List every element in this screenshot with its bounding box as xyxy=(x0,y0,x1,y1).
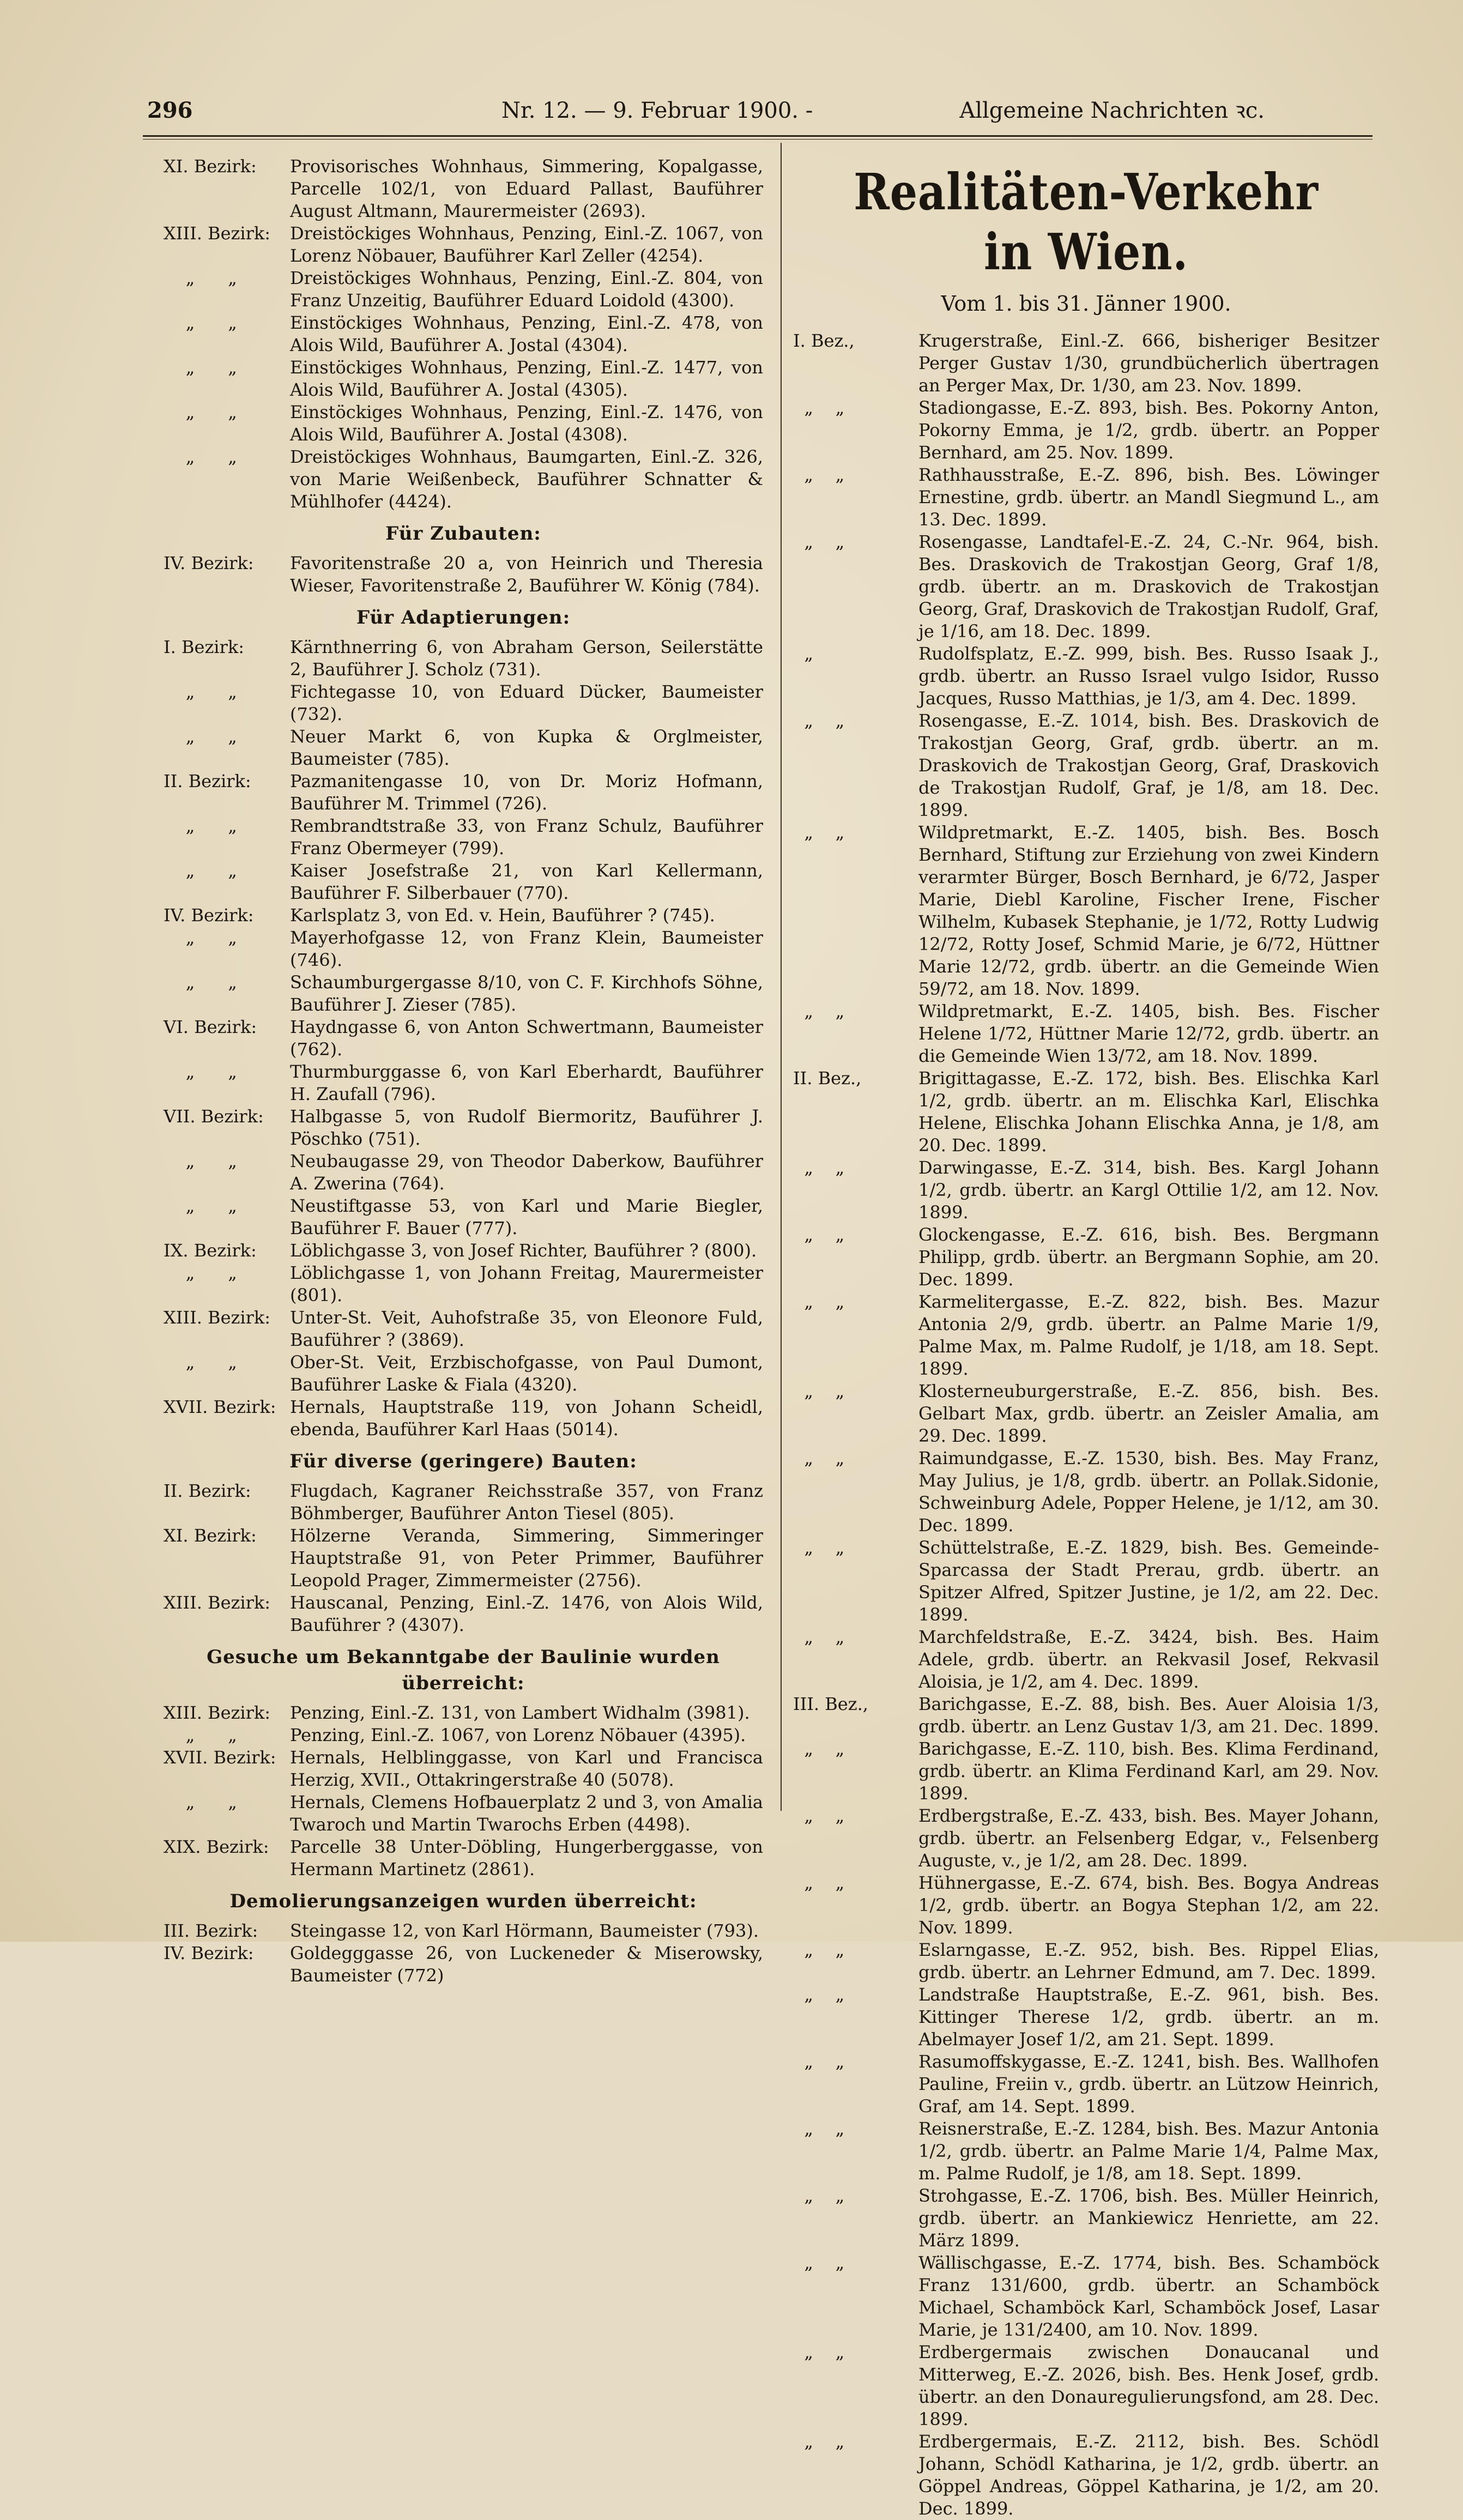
list-item xyxy=(793,1984,1379,2051)
district-label: I. Bez., xyxy=(793,330,855,351)
section-heading: Für Zubauten: xyxy=(385,523,541,545)
list-item xyxy=(793,1000,1379,1067)
list-item xyxy=(164,1307,763,1351)
list-item xyxy=(164,356,763,401)
section-heading: Gesuche um Bekanntgabe der Baulinie wurden überreicht: xyxy=(207,1646,720,1694)
entry-text: Brigittagasse, E.-Z. 172, bish. Bes. Elischka Karl 1/2, grdb. übertr. an m. Elischka Karl, Elischka Helene, Elischka Johann Elischka Anna, je 1/8, am 20. Dec. 1899. xyxy=(918,1068,1379,1156)
entry-text: Neustiftgasse 53, von Karl und Marie Biegler, Bauführer F. Bauer (777). xyxy=(290,1195,763,1238)
district-label: „ „ xyxy=(793,1291,845,1312)
section-heading: Demolierungsanzeigen wurden überreicht: xyxy=(229,1890,697,1912)
district-label: „ „ xyxy=(164,268,237,288)
entry-text: Flugdach, Kagraner Reichsstraße 357, von Franz Böhmberger, Bauführer Anton Tiesel (805). xyxy=(290,1480,763,1524)
list-item xyxy=(164,312,763,356)
district-label: „ „ xyxy=(793,710,845,731)
list-item xyxy=(793,1872,1379,1939)
district-label: „ „ xyxy=(164,726,237,747)
list-item xyxy=(793,464,1379,531)
entry-text: Pazmanitengasse 10, von Dr. Moriz Hofmann, Bauführer M. Trimmel (726). xyxy=(290,771,763,814)
district-label: „ xyxy=(793,643,813,664)
entry-text: Provisorisches Wohnhaus, Simmering, Kopalgasse, Parcelle 102/1, von Eduard Pallast, Bauführer August Altmann, Maurermeister (2693). xyxy=(290,156,763,221)
list-item xyxy=(164,401,763,446)
entry-text: Rathhausstraße, E.-Z. 896, bish. Bes. Löwinger Ernestine, grdb. übertr. an Mandl Siegmund L., am 13. Dec. 1899. xyxy=(918,464,1379,530)
list-item xyxy=(793,2118,1379,2185)
district-label: IV. Bezirk: xyxy=(164,1943,254,1963)
district-label: „ „ xyxy=(793,1738,845,1759)
entry-text: Barichgasse, E.-Z. 88, bish. Bes. Auer Aloisia 1/3, grdb. übertr. an Lenz Gustav 1/3, am 21. Dec. 1899. xyxy=(918,1694,1379,1737)
list-item xyxy=(164,1150,763,1195)
entry-text: Reisnerstraße, E.-Z. 1284, bish. Bes. Mazur Antonia 1/2, grdb. übertr. an Palme Marie 1/4, Palme Max, m. Palme Rudolf, je 1/8, am 18. Sept. 1899. xyxy=(918,2118,1379,2184)
district-label: III. Bezirk: xyxy=(164,1920,258,1941)
district-label: „ „ xyxy=(164,1061,237,1082)
entry-text: Dreistöckiges Wohnhaus, Baumgarten, Einl.-Z. 326, von Marie Weißenbeck, Bauführer Schnatter & Mühlhofer (4424). xyxy=(290,446,763,512)
entry-text: Ober-St. Veit, Erzbischofgasse, von Paul Dumont, Bauführer Laske & Fiala (4320). xyxy=(290,1352,763,1395)
entry-text: Barichgasse, E.-Z. 110, bish. Bes. Klima Ferdinand, grdb. übertr. an Klima Ferdinand Karl, am 29. Nov. 1899. xyxy=(918,1738,1379,1804)
list-item xyxy=(793,1291,1379,1380)
entry-text: Kaiser Josefstraße 21, von Karl Kellermann, Bauführer F. Silberbauer (770). xyxy=(290,860,763,903)
entry-text: Fichtegasse 10, von Eduard Dücker, Baumeister (732). xyxy=(290,681,763,724)
entry-text: Wildpretmarkt, E.-Z. 1405, bish. Bes. Bosch Bernhard, Stiftung zur Erziehung von zwei Kindern verarmter Bürger, Bosch Bernhard, je 6/72, Jasper Marie, Diebl Karoline, Fischer Irene, Fischer Wilhelm, Kubasek Stephanie, je 1/72, Rotty Ludwig 12/72, Rotty Josef, Schmid Marie, je 6/72, Hüttner Marie 12/72, grdb. übertr. an die Gemeinde Wien 59/72, am 18. Nov. 1899. xyxy=(918,822,1379,999)
list-item xyxy=(793,1157,1379,1224)
district-label: XIII. Bezirk: xyxy=(164,223,271,244)
entry-text: Karlsplatz 3, von Ed. v. Hein, Bauführer ? (745). xyxy=(290,905,715,926)
list-item xyxy=(164,155,763,222)
entry-text: Krugerstraße, Einl.-Z. 666, bisheriger Besitzer Perger Gustav 1/30, grundbücherlich übertragen an Perger Max, Dr. 1/30, am 23. Nov. 1899. xyxy=(918,330,1379,396)
district-label: „ „ xyxy=(793,1984,845,2005)
entry-text: Einstöckiges Wohnhaus, Penzing, Einl.-Z. 478, von Alois Wild, Bauführer A. Jostal (4304). xyxy=(290,312,763,355)
district-label: „ „ xyxy=(164,927,237,948)
district-label: XVII. Bezirk: xyxy=(164,1747,276,1768)
entry-text: Marchfeldstraße, E.-Z. 3424, bish. Bes. Haim Adele, grdb. übertr. an Rekvasil Josef, Rekvasil Aloisia, je 1/2, am 4. Dec. 1899. xyxy=(918,1627,1379,1692)
list-item xyxy=(164,446,763,513)
list-item xyxy=(793,1447,1379,1537)
entry-text: Haydngasse 6, von Anton Schwertmann, Baumeister (762). xyxy=(290,1017,763,1060)
district-label: „ „ xyxy=(793,397,845,418)
entry-text: Penzing, Einl.-Z. 131, von Lambert Widhalm (3981). xyxy=(290,1702,750,1723)
header-rule-thin xyxy=(143,139,1373,140)
district-label: „ „ xyxy=(793,531,845,552)
list-item xyxy=(793,1224,1379,1291)
list-item xyxy=(793,710,1379,821)
district-label: „ „ xyxy=(164,1195,237,1216)
list-item xyxy=(793,531,1379,643)
district-label: „ „ xyxy=(164,681,237,702)
district-label: „ „ xyxy=(164,402,237,422)
list-item xyxy=(164,1480,763,1525)
entry-text: Erdbergermais, E.-Z. 2112, bish. Bes. Schödl Johann, Schödl Katharina, je 1/2, grdb. übertr. an Göppel Andreas, Göppel Katharina, je 1/2, am 20. Dec. 1899. xyxy=(918,2431,1379,2519)
list-item xyxy=(164,681,763,726)
entry-text: Klosterneuburgerstraße, E.-Z. 856, bish. Bes. Gelbart Max, grdb. übertr. an Zeisler Amalia, am 29. Dec. 1899. xyxy=(918,1381,1379,1446)
district-label: „ „ xyxy=(164,972,237,993)
list-item xyxy=(164,726,763,770)
page-number: 296 xyxy=(147,98,193,123)
entry-text: Wällischgasse, E.-Z. 1774, bish. Bes. Schamböck Franz 131/600, grdb. übertr. an Schamböck Michael, Schamböck Karl, Schamböck Josef, Lasar Marie, je 131/2400, am 10. Nov. 1899. xyxy=(918,2252,1379,2340)
list-item xyxy=(793,1805,1379,1872)
list-item xyxy=(793,643,1379,710)
district-label: VII. Bezirk: xyxy=(164,1106,264,1127)
entry-text: Rosengasse, E.-Z. 1014, bish. Bes. Draskovich de Trakostjan Georg, Graf, grdb. übertr. an m. Draskovich de Trakostjan Georg, Graf, Draskovich de Trakostjan Rudolf, Graf, je 1/8, am 18. Dec. 1899. xyxy=(918,710,1379,820)
entry-text: Favoritenstraße 20 a, von Heinrich und Theresia Wieser, Favoritenstraße 2, Bauführer W. König (784). xyxy=(290,553,763,596)
district-label: „ „ xyxy=(164,860,237,881)
left-column xyxy=(164,155,763,1987)
list-item xyxy=(793,1626,1379,1693)
entry-text: Hernals, Clemens Hofbauerplatz 2 und 3, von Amalia Twaroch und Martin Twarochs Erben (4498). xyxy=(290,1792,763,1835)
district-label: „ „ xyxy=(793,2118,845,2139)
entry-text: Strohgasse, E.-Z. 1706, bish. Bes. Müller Heinrich, grdb. übertr. an Mankiewicz Henriette, am 22. März 1899. xyxy=(918,2185,1379,2251)
list-item xyxy=(793,1380,1379,1447)
list-item xyxy=(164,1351,763,1396)
district-label: „ „ xyxy=(164,1151,237,1171)
list-item xyxy=(793,1537,1379,1626)
article-subtitle: Vom 1. bis 31. Jänner 1900. xyxy=(941,292,1231,316)
page-header xyxy=(147,92,1390,130)
district-label: IV. Bezirk: xyxy=(164,553,254,573)
list-item xyxy=(793,1939,1379,1984)
district-label: „ „ xyxy=(793,1157,845,1178)
list-item xyxy=(164,1836,763,1881)
district-label: XI. Bezirk: xyxy=(164,156,257,177)
district-label: XIII. Bezirk: xyxy=(164,1702,271,1723)
list-item xyxy=(164,927,763,971)
entry-text: Neuer Markt 6, von Kupka & Orglmeister, Baumeister (785). xyxy=(290,726,763,769)
district-label: „ „ xyxy=(164,1352,237,1373)
entry-text: Unter-St. Veit, Auhofstraße 35, von Eleonore Fuld, Bauführer ? (3869). xyxy=(290,1307,763,1350)
entry-text: Goldegggasse 26, von Luckeneder & Miserowsky, Baumeister (772) xyxy=(290,1943,763,1986)
district-label: „ „ xyxy=(793,2431,845,2452)
district-label: VI. Bezirk: xyxy=(164,1017,257,1037)
list-item xyxy=(164,1724,763,1747)
list-item xyxy=(164,1592,763,1636)
list-item xyxy=(164,904,763,927)
list-item xyxy=(164,1396,763,1441)
list-item xyxy=(164,1240,763,1262)
list-item xyxy=(793,2185,1379,2252)
entry-text: Dreistöckiges Wohnhaus, Penzing, Einl.-Z. 804, von Franz Unzeitig, Bauführer Eduard Loidold (4300). xyxy=(290,268,763,311)
district-label: IV. Bezirk: xyxy=(164,905,254,926)
entry-text: Schaumburgergasse 8/10, von C. F. Kirchhofs Söhne, Bauführer J. Zieser (785). xyxy=(290,972,763,1015)
district-label: „ „ xyxy=(164,357,237,378)
entry-text: Neubaugasse 29, von Theodor Daberkow, Bauführer A. Zwerina (764). xyxy=(290,1151,763,1194)
district-label: „ „ xyxy=(793,1627,845,1647)
district-label: „ „ xyxy=(793,1224,845,1245)
district-label: IX. Bezirk: xyxy=(164,1240,257,1261)
section-title: Allgemeine Nachrichten ꝛc. xyxy=(959,98,1265,123)
list-item xyxy=(164,552,763,597)
list-item xyxy=(164,860,763,904)
transfer-list xyxy=(793,330,1379,2520)
entry-text: Wildpretmarkt, E.-Z. 1405, bish. Bes. Fischer Helene 1/72, Hüttner Marie 12/72, grdb. übertr. an die Gemeinde Wien 13/72, am 18. Nov. 1899. xyxy=(918,1001,1379,1066)
district-label: „ „ xyxy=(793,1001,845,1022)
list-item xyxy=(793,330,1379,397)
entry-text: Einstöckiges Wohnhaus, Penzing, Einl.-Z. 1476, von Alois Wild, Bauführer A. Jostal (4308). xyxy=(290,402,763,445)
district-label: „ „ xyxy=(793,1872,845,1893)
district-label: „ „ xyxy=(164,1262,237,1283)
district-label: III. Bez., xyxy=(793,1694,868,1714)
entry-text: Mayerhofgasse 12, von Franz Klein, Baumeister (746). xyxy=(290,927,763,970)
section-heading: Für Adaptierungen: xyxy=(356,607,571,629)
district-label: XIII. Bezirk: xyxy=(164,1592,271,1613)
entry-text: Schüttelstraße, E.-Z. 1829, bish. Bes. Gemeinde-Sparcassa der Stadt Prerau, grdb. übertr. an Spitzer Alfred, Spitzer Justine, je 1/2, am 22. Dec. 1899. xyxy=(918,1537,1379,1625)
entry-text: Rudolfsplatz, E.-Z. 999, bish. Bes. Russo Isaak J., grdb. übertr. an Russo Israel vulgo Isidor, Russo Jacques, Russo Matthias, je 1/3, am 4. Dec. 1899. xyxy=(918,643,1379,709)
district-label: XIX. Bezirk: xyxy=(164,1836,269,1857)
list-item xyxy=(164,267,763,312)
entry-text: Steingasse 12, von Karl Hörmann, Baumeister (793). xyxy=(290,1920,759,1941)
header-rule xyxy=(143,135,1373,137)
entry-text: Halbgasse 5, von Rudolf Biermoritz, Bauführer J. Pöschko (751). xyxy=(290,1106,763,1149)
list-item xyxy=(164,770,763,815)
entry-text: Hauscanal, Penzing, Einl.-Z. 1476, von Alois Wild, Bauführer ? (4307). xyxy=(290,1592,763,1635)
entry-text: Hölzerne Veranda, Simmering, Simmeringer Hauptstraße 91, von Peter Primmer, Bauführer Leopold Prager, Zimmermeister (2756). xyxy=(290,1525,763,1591)
entry-text: Landstraße Hauptstraße, E.-Z. 961, bish. Bes. Kittinger Therese 1/2, grdb. übertr. an m. Abelmayer Josef 1/2, am 21. Sept. 1899. xyxy=(918,1984,1379,2050)
entry-text: Thurmburggasse 6, von Karl Eberhardt, Bauführer H. Zaufall (796). xyxy=(290,1061,763,1104)
entry-text: Erdbergermais zwischen Donaucanal und Mitterweg, E.-Z. 2026, bish. Bes. Henk Josef, grdb. übertr. an den Donauregulierungsfond, am 28. Dec. 1899. xyxy=(918,2342,1379,2430)
entry-text: Karmelitergasse, E.-Z. 822, bish. Bes. Mazur Antonia 2/9, grdb. übertr. an Palme Marie 1/9, Palme Max, m. Palme Rudolf, je 1/18, am 18. Sept. 1899. xyxy=(918,1291,1379,1379)
district-label: II. Bezirk: xyxy=(164,771,251,791)
district-label: II. Bezirk: xyxy=(164,1480,251,1501)
district-label: XIII. Bezirk: xyxy=(164,1307,271,1328)
article-title: Realitäten-Verkehr in Wien. xyxy=(854,162,1319,281)
entry-text: Dreistöckiges Wohnhaus, Penzing, Einl.-Z. 1067, von Lorenz Nöbauer, Bauführer Karl Zeller (4254). xyxy=(290,223,763,266)
entry-text: Darwingasse, E.-Z. 314, bish. Bes. Kargl Johann 1/2, grdb. übertr. an Kargl Ottilie 1/2, am 12. Nov. 1899. xyxy=(918,1157,1379,1223)
list-item xyxy=(793,2431,1379,2520)
entry-text: Stadiongasse, E.-Z. 893, bish. Bes. Pokorny Anton, Pokorny Emma, je 1/2, grdb. übertr. an Popper Bernhard, am 25. Nov. 1899. xyxy=(918,397,1379,463)
list-item xyxy=(164,1195,763,1240)
entry-text: Rembrandtstraße 33, von Franz Schulz, Bauführer Franz Obermeyer (799). xyxy=(290,815,763,859)
list-item xyxy=(164,1791,763,1836)
entry-text: Parcelle 38 Unter-Döbling, Hungerberggasse, von Hermann Martinetz (2861). xyxy=(290,1836,763,1880)
district-label: „ „ xyxy=(164,1725,237,1745)
district-label: „ „ xyxy=(793,2252,845,2273)
issue-line: Nr. 12. — 9. Februar 1900. - xyxy=(501,98,813,123)
list-item xyxy=(793,2051,1379,2118)
district-label: „ „ xyxy=(793,1448,845,1469)
district-label: II. Bez., xyxy=(793,1068,862,1089)
list-item xyxy=(164,1702,763,1724)
district-label: „ „ xyxy=(164,1792,237,1812)
list-item xyxy=(164,1262,763,1307)
district-label: „ „ xyxy=(793,2051,845,2072)
entry-text: Penzing, Einl.-Z. 1067, von Lorenz Nöbauer (4395). xyxy=(290,1725,746,1745)
entry-text: Einstöckiges Wohnhaus, Penzing, Einl.-Z. 1477, von Alois Wild, Bauführer A. Jostal (4305). xyxy=(290,357,763,400)
entry-text: Löblichgasse 1, von Johann Freitag, Maurermeister (801). xyxy=(290,1262,763,1306)
column-divider xyxy=(781,143,782,1811)
district-label: „ „ xyxy=(793,822,845,843)
entry-text: Glockengasse, E.-Z. 616, bish. Bes. Bergmann Philipp, grdb. übertr. an Bergmann Sophie, am 20. Dec. 1899. xyxy=(918,1224,1379,1290)
list-item xyxy=(164,1942,763,1987)
list-item xyxy=(793,1693,1379,1738)
district-label: XI. Bezirk: xyxy=(164,1525,257,1546)
district-label: XVII. Bezirk: xyxy=(164,1397,276,1417)
entry-text: Hernals, Helblinggasse, von Karl und Francisca Herzig, XVII., Ottakringerstraße 40 (5078). xyxy=(290,1747,763,1790)
district-label: „ „ xyxy=(793,464,845,485)
entry-text: Eslarngasse, E.-Z. 952, bish. Bes. Rippel Elias, grdb. übertr. an Lehrner Edmund, am 7. Dec. 1899. xyxy=(918,1939,1379,1983)
district-label: „ „ xyxy=(793,2185,845,2206)
entry-text: Rasumoffskygasse, E.-Z. 1241, bish. Bes. Wallhofen Pauline, Freiin v., grdb. übertr. an Lützow Heinrich, Graf, am 14. Sept. 1899. xyxy=(918,2051,1379,2117)
entry-text: Rosengasse, Landtafel-E.-Z. 24, C.-Nr. 964, bish. Bes. Draskovich de Trakostjan Georg, Graf 1/8, grdb. übertr. an m. Draskovich de Trakostjan Georg, Graf, Draskovich de Trakostjan Rudolf, Graf, je 1/16, am 18. Dec. 1899. xyxy=(918,531,1379,642)
list-item xyxy=(793,2252,1379,2341)
district-label: „ „ xyxy=(164,815,237,836)
entry-text: Kärnthnerring 6, von Abraham Gerson, Seilerstätte 2, Bauführer J. Scholz (731). xyxy=(290,637,763,680)
district-label: „ „ xyxy=(164,446,237,467)
list-item xyxy=(793,2341,1379,2431)
list-item xyxy=(793,1067,1379,1157)
list-item xyxy=(793,821,1379,1000)
entry-text: Erdbergstraße, E.-Z. 433, bish. Bes. Mayer Johann, grdb. übertr. an Felsenberg Edgar, v., Felsenberg Auguste, v., je 1/2, am 28. Dec. 1899. xyxy=(918,1805,1379,1871)
list-item xyxy=(164,1016,763,1061)
district-label: „ „ xyxy=(793,1805,845,1826)
entry-text: Hernals, Hauptstraße 119, von Johann Scheidl, ebenda, Bauführer Karl Haas (5014). xyxy=(290,1397,763,1440)
list-item xyxy=(164,815,763,860)
section-heading: Für diverse (geringere) Bauten: xyxy=(289,1451,637,1472)
district-label: „ „ xyxy=(793,2342,845,2362)
district-label: „ „ xyxy=(793,1381,845,1401)
list-item xyxy=(793,1738,1379,1805)
list-item xyxy=(164,1525,763,1592)
entry-text: Löblichgasse 3, von Josef Richter, Bauführer ? (800). xyxy=(290,1240,757,1261)
district-label: „ „ xyxy=(164,312,237,333)
list-item xyxy=(164,1061,763,1105)
entry-text: Hühnergasse, E.-Z. 674, bish. Bes. Bogya Andreas 1/2, grdb. übertr. an Bogya Stephan 1/2, am 22. Nov. 1899. xyxy=(918,1872,1379,1938)
district-label: „ „ xyxy=(793,1537,845,1558)
list-item xyxy=(164,1920,763,1942)
district-label: I. Bezirk: xyxy=(164,637,244,657)
list-item xyxy=(164,636,763,681)
list-item xyxy=(164,971,763,1016)
right-column xyxy=(793,155,1379,2520)
district-label: „ „ xyxy=(793,1939,845,1960)
list-item xyxy=(164,222,763,267)
list-item xyxy=(164,1747,763,1791)
list-item xyxy=(793,397,1379,464)
entry-text: Raimundgasse, E.-Z. 1530, bish. Bes. May Franz, May Julius, je 1/8, grdb. übertr. an Pollak.Sidonie, Schweinburg Adele, Popper Helene, je 1/12, am 30. Dec. 1899. xyxy=(918,1448,1379,1536)
list-item xyxy=(164,1105,763,1150)
